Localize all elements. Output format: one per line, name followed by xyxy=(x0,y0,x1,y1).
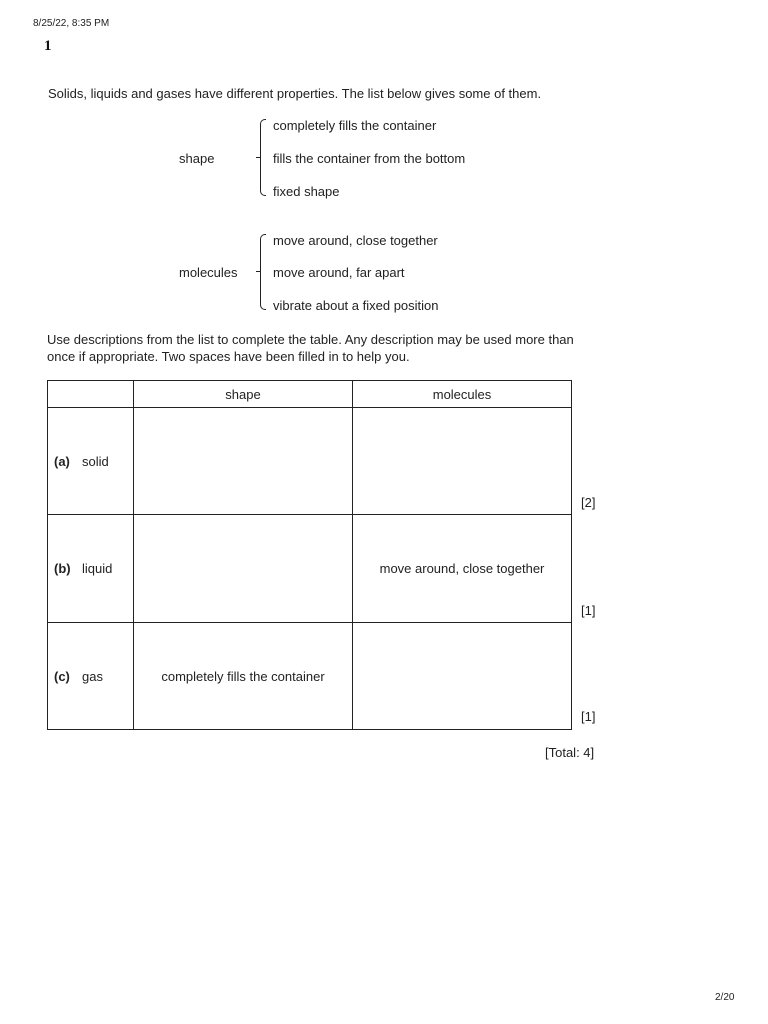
molecules-brace xyxy=(260,234,266,310)
header-cell-molecules: molecules xyxy=(353,381,572,408)
row-label-solid: (a) solid xyxy=(48,408,134,515)
table-row xyxy=(48,408,572,515)
prefilled-cell-liquid-molecules: move around, close together xyxy=(353,515,572,623)
marks-b: [1] xyxy=(581,603,596,618)
molecules-option: vibrate about a fixed position xyxy=(273,298,439,313)
shape-brace xyxy=(260,119,266,196)
page-counter: 2/20 xyxy=(715,992,735,1003)
answer-cell-gas-molecules[interactable] xyxy=(353,623,572,730)
answer-cell-liquid-shape[interactable] xyxy=(134,515,353,623)
question-number: 1 xyxy=(44,38,52,54)
table-header-row xyxy=(48,381,572,408)
properties-table xyxy=(47,380,572,730)
question-intro: Solids, liquids and gases have different properties. The list below gives some of them. xyxy=(48,86,542,101)
shape-option: fixed shape xyxy=(273,184,340,199)
shape-option: fills the container from the bottom xyxy=(273,151,466,166)
answer-cell-solid-molecules[interactable] xyxy=(353,408,572,515)
marks-a: [2] xyxy=(581,495,596,510)
total-marks: [Total: 4] xyxy=(545,745,595,760)
row-label-gas: (c) gas xyxy=(48,623,134,730)
header-cell-blank xyxy=(48,381,134,408)
molecules-option: move around, close together xyxy=(273,233,438,248)
shape-group-label: shape xyxy=(179,151,215,166)
header-cell-shape: shape xyxy=(134,381,353,408)
shape-brace-point xyxy=(256,157,260,158)
instructions: Use descriptions from the list to complete the table. Any description may be used more than once if appropriate. Two spaces have been filled in to help you. xyxy=(47,332,574,364)
shape-option: completely fills the container xyxy=(273,118,437,133)
answer-cell-solid-shape[interactable] xyxy=(134,408,353,515)
molecules-brace-point xyxy=(256,271,260,272)
molecules-group-label: molecules xyxy=(179,265,238,280)
table-row xyxy=(48,623,572,730)
prefilled-cell-gas-shape: completely fills the container xyxy=(134,623,353,730)
molecules-option: move around, far apart xyxy=(273,265,405,280)
row-label-liquid: (b) liquid xyxy=(48,515,134,623)
marks-c: [1] xyxy=(581,709,596,724)
table-row xyxy=(48,515,572,623)
print-timestamp: 8/25/22, 8:35 PM xyxy=(33,18,110,29)
